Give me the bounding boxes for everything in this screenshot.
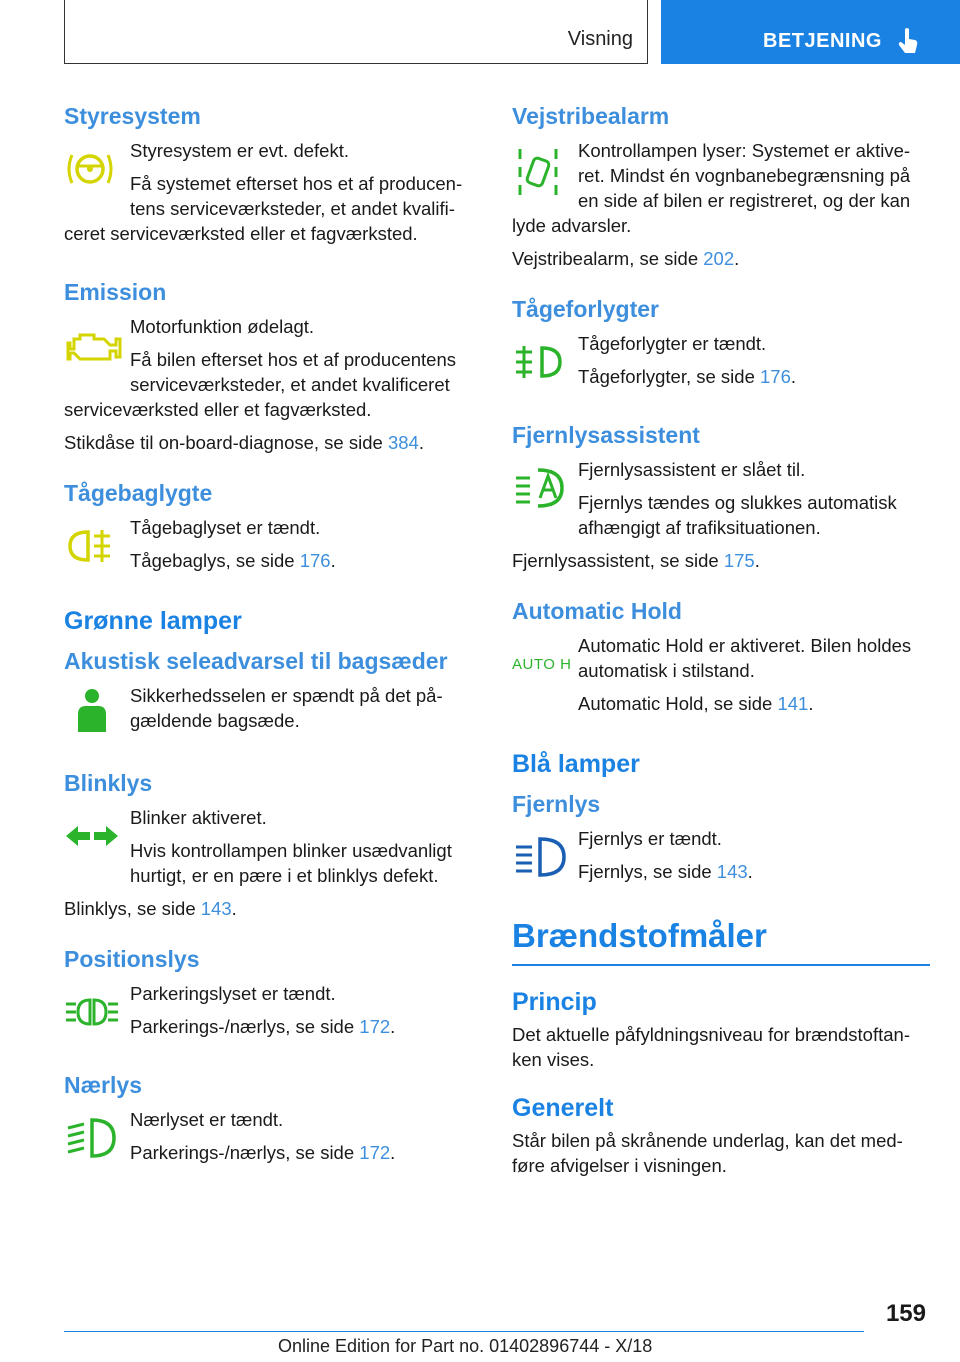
green-lamps-heading: Grønne lamper xyxy=(64,607,242,635)
turn-signal-arrows-icon xyxy=(64,805,130,867)
reference-text: Stikdåse til on-board-diagnose, se side 384. xyxy=(64,432,424,453)
section-title: Fjernlys xyxy=(512,791,601,817)
reference-text: Automatic Hold, se side 141. xyxy=(578,693,814,714)
text: Fjernlys er tændt. xyxy=(578,828,722,849)
section-title: Tågebaglygte xyxy=(64,480,213,506)
right-column xyxy=(512,100,930,1186)
text: Nærlyset er tændt. xyxy=(130,1109,284,1130)
page-link[interactable]: 172 xyxy=(359,1142,391,1163)
header-section-title: Visning xyxy=(567,28,633,50)
text: Fjernlysassistent er slået til. xyxy=(578,459,806,480)
section-title: Blinklys xyxy=(64,770,153,796)
section-seatbelt xyxy=(64,645,482,745)
reference-text: Fjernlys, se side 143. xyxy=(578,861,753,882)
section-front-fog xyxy=(512,293,930,397)
text: Tågebaglyset er tændt. xyxy=(130,517,321,538)
page-link[interactable]: 143 xyxy=(200,898,232,919)
section-title: Fjernlysassistent xyxy=(512,422,700,448)
seatbelt-person-icon xyxy=(64,683,130,745)
section-title: Automatic Hold xyxy=(512,598,682,624)
text: Det aktuelle påfyldningsniveau for brændstoftan-ken vises. xyxy=(512,1024,910,1070)
text: Motorfunktion ødelagt. xyxy=(130,316,315,337)
header-left-tab xyxy=(64,0,648,64)
section-high-beam xyxy=(512,788,930,892)
header-chapter-title: BETJENING xyxy=(763,30,882,52)
section-title: Emission xyxy=(64,279,167,305)
engine-icon xyxy=(64,314,130,376)
text: Hvis kontrollampen blinker usædvanligt hurtigt, er en pære i et blinklys defekt. xyxy=(130,840,452,886)
reference-text: Tågebaglys, se side 176. xyxy=(130,550,336,571)
steering-warning-icon xyxy=(64,138,130,200)
section-low-beam xyxy=(64,1069,482,1173)
reference-text: Fjernlysassistent, se side 175. xyxy=(512,550,760,571)
page-link[interactable]: 384 xyxy=(387,432,419,453)
section-steering xyxy=(64,100,482,254)
blue-lamps-heading: Blå lamper xyxy=(512,750,640,778)
page-link[interactable]: 175 xyxy=(723,550,755,571)
left-column xyxy=(64,100,482,1195)
auto-hold-icon: AUTO H xyxy=(512,655,572,673)
principle-heading: Princip xyxy=(512,988,597,1016)
text: Kontrollampen lyser: Systemet er aktive-ret. Mindst én vognbanebegrænsning på en side af bilen er registreret, og der kan lyde advarsler. xyxy=(512,140,911,236)
reference-text: Tågeforlygter, se side 176. xyxy=(578,366,797,387)
page-number: 159 xyxy=(885,1300,926,1327)
section-lane-warning xyxy=(512,100,930,271)
reference-text: Blinklys, se side 143. xyxy=(64,898,237,919)
section-title: Akustisk seleadvarsel til bagsæder xyxy=(64,648,448,674)
section-title: Styresystem xyxy=(64,103,201,129)
lane-departure-icon xyxy=(512,138,578,208)
text: Fjernlys tændes og slukkes automatisk afhængigt af trafiksituationen. xyxy=(578,492,897,538)
page-link[interactable]: 172 xyxy=(359,1016,391,1037)
text: Parkeringslyset er tændt. xyxy=(130,983,336,1004)
fuel-gauge-chapter-title: Brændstofmåler xyxy=(512,914,930,966)
section-title: Nærlys xyxy=(64,1072,142,1098)
page-link[interactable]: 202 xyxy=(703,248,735,269)
section-title: Vejstribealarm xyxy=(512,103,670,129)
text: Styresystem er evt. defekt. xyxy=(130,140,349,161)
header-right-tab xyxy=(661,0,960,64)
page-link[interactable]: 176 xyxy=(299,550,331,571)
section-high-beam-assist xyxy=(512,419,930,573)
footer-divider xyxy=(64,1331,864,1332)
high-beam-icon xyxy=(512,826,578,888)
reference-text: Parkerings-/nærlys, se side 172. xyxy=(130,1142,396,1163)
text: Automatic Hold er aktiveret. Bilen holdes automatisk i stilstand. xyxy=(578,635,912,681)
edition-text: Online Edition for Part no. 01402896744 - X/18 xyxy=(278,1336,653,1356)
text: Få bilen efterset hos et af producentens serviceværksteder, et andet kvalificeret serviceværksted eller et fagværksted. xyxy=(64,349,457,420)
parking-light-icon xyxy=(64,981,130,1043)
reference-text: Vejstribealarm, se side 202. xyxy=(512,248,740,269)
low-beam-icon xyxy=(64,1107,130,1169)
text: Tågeforlygter er tændt. xyxy=(578,333,767,354)
text: Står bilen på skrånende underlag, kan det med-føre afvigelser i visningen. xyxy=(512,1130,903,1176)
section-emission xyxy=(64,276,482,455)
section-rear-fog xyxy=(64,477,482,581)
page-link[interactable]: 143 xyxy=(716,861,748,882)
rear-fog-light-icon xyxy=(64,515,130,577)
section-automatic-hold xyxy=(512,595,930,724)
front-fog-light-icon xyxy=(512,331,578,393)
text: Sikkerhedsselen er spændt på det på-gældende bagsæde. xyxy=(130,685,443,731)
section-position-light xyxy=(64,943,482,1047)
hand-pointer-icon xyxy=(897,27,919,55)
section-title: Positionslys xyxy=(64,946,200,972)
general-heading: Generelt xyxy=(512,1094,614,1122)
section-title: Tågeforlygter xyxy=(512,296,659,322)
text: Få systemet efterset hos et af producen-tens serviceværksteder, et andet kvalifi-ceret serviceværksted eller et fagværksted. xyxy=(64,173,463,244)
page-link[interactable]: 176 xyxy=(760,366,791,387)
section-blinker xyxy=(64,767,482,921)
page-link[interactable]: 141 xyxy=(777,693,809,714)
high-beam-assist-icon xyxy=(512,457,578,519)
reference-text: Parkerings-/nærlys, se side 172. xyxy=(130,1016,396,1037)
text: Blinker aktiveret. xyxy=(130,807,267,828)
